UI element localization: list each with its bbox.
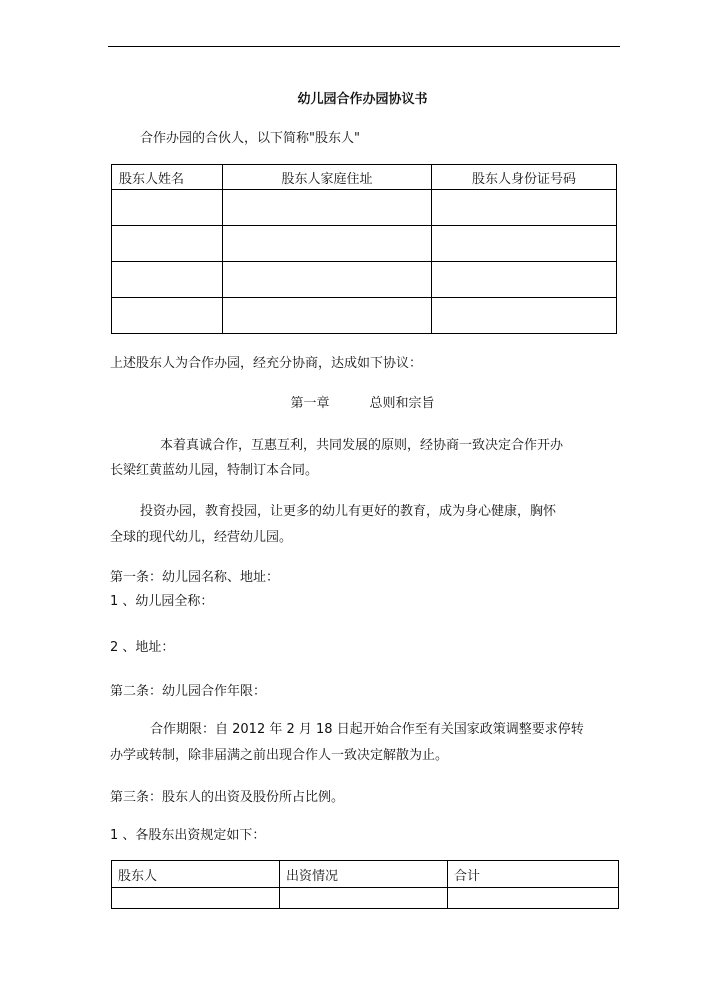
table-header-row bbox=[112, 165, 617, 190]
header-cell-contribution: 出资情况 bbox=[280, 861, 448, 888]
header-cell-shareholder: 股东人 bbox=[112, 861, 280, 888]
capital-contribution-table bbox=[111, 860, 619, 909]
paragraph-3-line-2: 办学或转制，除非届满之前出现合作人一致决定解散为止。 bbox=[110, 748, 449, 763]
header-cell-address: 股东人家庭住址 bbox=[223, 165, 432, 190]
agreement-text: 上述股东人为合作办园，经充分协商，达成如下协议： bbox=[110, 356, 423, 371]
article-3-heading: 第三条：股东人的出资及股份所占比例。 bbox=[110, 790, 345, 805]
article-1-heading: 第一条：幼儿园名称、地址： bbox=[110, 570, 280, 585]
document-title: 幼儿园合作办园协议书 bbox=[297, 92, 428, 107]
article-1-item-1: 1 、幼儿园全称： bbox=[110, 594, 214, 609]
header-cell-name: 股东人姓名 bbox=[112, 165, 223, 190]
table-row bbox=[112, 190, 617, 226]
intro-text: 合作办园的合伙人，以下简称"股东人" bbox=[140, 131, 360, 146]
paragraph-1-line-1: 本着真诚合作，互惠互利，共同发展的原则，经协商一致决定合作开办 bbox=[160, 438, 564, 453]
table-row bbox=[112, 262, 617, 298]
article-1-item-2: 2 、地址： bbox=[110, 640, 175, 655]
chapter-label: 第一章 bbox=[290, 396, 330, 411]
table-row bbox=[112, 226, 617, 262]
header-rule bbox=[108, 46, 620, 47]
table-header-row bbox=[112, 861, 619, 888]
paragraph-2-line-2: 全球的现代幼儿，经营幼儿园。 bbox=[110, 530, 293, 545]
article-2-heading: 第二条：幼儿园合作年限： bbox=[110, 684, 267, 699]
table-row bbox=[112, 888, 619, 909]
shareholder-info-table bbox=[111, 164, 617, 334]
paragraph-2-line-1: 投资办园，教育投园，让更多的幼儿有更好的教育，成为身心健康，胸怀 bbox=[140, 504, 557, 519]
header-cell-id: 股东人身份证号码 bbox=[432, 165, 617, 190]
paragraph-1-line-2: 长梁红黄蓝幼儿园，特制订本合同。 bbox=[110, 463, 319, 478]
paragraph-3-line-1: 合作期限：自 2012 年 2 月 18 日起开始合作至有关国家政策调整要求停转 bbox=[150, 722, 584, 737]
article-3-item-1: 1 、各股东出资规定如下： bbox=[110, 828, 266, 843]
chapter-name: 总则和宗旨 bbox=[369, 396, 435, 411]
chapter-heading bbox=[0, 392, 725, 411]
header-cell-total: 合计 bbox=[448, 861, 619, 888]
table-row bbox=[112, 298, 617, 334]
